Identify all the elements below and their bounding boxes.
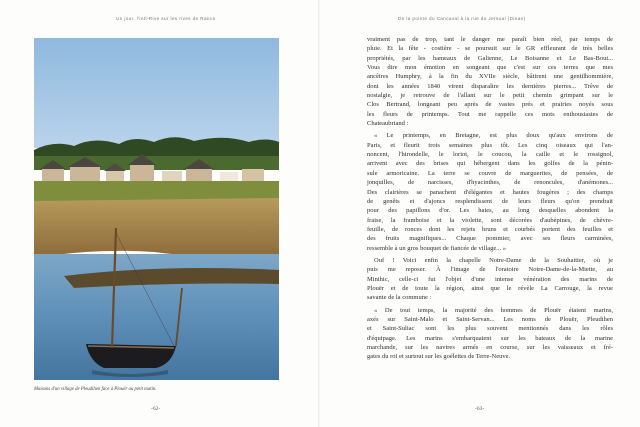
text-line: de genêts et d'ajoncs resplendissent de leurs fleurs qu'on prendrait [367,197,613,205]
text-line: et Saint-Suliac sont les plus souvent mentionnés dans les rôles [367,325,613,333]
text-line: axés sur Saint-Malo et Saint-Servan... Les noms de Plouër, Pleudihen [367,315,613,323]
text-line: Plouër et de toute la région, ainsi que le révèle La Carrouge, la revue [367,284,613,292]
sky [34,38,279,148]
right-running-head: De la pointe du Cancaval à la rue du Jersual (Dinan) [398,16,526,21]
photo-caption: Maisons d'un village de Pleudihen face à Plouër au petit matin. [34,387,157,392]
text-line: vraiment pas de trop, tant le danger me paraît bien réel, par temps de [367,36,613,43]
text-line: ancêtres Humphry, à la fin du XVIIe siècle, bâtirent une gentilhommière, [367,73,613,81]
text-line: « De tout temps, la majorité des hommes de Plouër étaient marins, [374,306,613,314]
text-line: Clos Bertrand, longeant peu après de vastes prés et prairies noyés sous [367,101,613,109]
right-page-body-text [367,35,613,362]
text-line: d'équipage. Les marins s'embarquaient sur les bateaux de la marine [367,334,613,342]
text-line: arrivent avec des brises qui hébergent dans les golfes de la pénin- [367,160,613,168]
text-line: ressemble à un gros bouquet de fiancée de village... » [367,244,506,252]
mud-bank [34,198,279,258]
text-line: des fruits magnifiques... Chaque pommier, avec ses fleurs carminées, [367,235,613,243]
landscape-photo [34,38,279,380]
text-line: les fleurs de printemps. Tout me rappelle ces mots enthousiastes de [367,110,613,118]
text-line: fraise, la framboise et la violette, sont décorées d'aubépines, de chèvre- [367,216,613,224]
left-running-head: Un jour, l'intl-Rive sur les rives de Rance [116,16,216,21]
text-line: pour des papillons d'or. Les haies, au long desquelles abondent la [367,207,613,215]
text-line: sule armoricaine. La terre se couvre de marguerites, de pensées, de [367,169,613,177]
text-line: Minihic, celle-ci fut l'objet d'une intense vénération des marins de [367,275,613,283]
text-line: Paris, et fleurit trois semaines plus tôt. Les cinq oiseaux qui l'an- [367,141,613,149]
text-line: savante de la commune : [367,294,432,302]
text-line: Chateaubriand : [367,120,409,128]
text-line: nostalgie, je retrouve de l'allant sur le petit chemin grimpant sur le [367,92,613,100]
text-line: pluie. Et la fête - costière - se poursuit sur le GR effleurant de très belles [367,45,613,53]
text-line: « Le printemps, en Bretagne, est plus doux qu'aux environs de [374,132,613,140]
right-page-number: -63- [475,406,485,412]
left-page-number: -62- [151,406,161,412]
text-line: noncent, l'hirondelle, le loriot, le coucou, la caille et le rossignol, [367,151,613,159]
text-line: puis me reposer. À l'image de l'oratoire Notre-Dame-de-la-Miette, au [367,266,613,274]
text-line: Ouf ! Voici enfin la chapelle Notre-Dame de la Souhaitier, où je [374,256,613,264]
text-line: feuille, de ronces dont les rejets bruns et courbés portent des feuilles et [367,225,613,233]
text-line: gates du roi et surtout sur les goélettes de Terre-Neuve. [367,353,511,361]
text-line: Vous dire mon émotion en songeant que c'est sur ces terres que mes [367,64,613,72]
text-line: dont les années 1840 virent disparaître les dernières pierres... Trêve de [367,82,613,90]
text-line: marchande, sur les navires armés en course, sur les vaisseaux et fré- [367,344,613,351]
text-line: Des clairières se panachent d'élégantes et hautes fougères ; des champs [367,188,613,196]
text-line: jonquilles, de narcisses, d'hyacinthes, de renoncules, d'anémones... [367,179,613,187]
text-line: propriétés, par les hameaux de Galienne, Le Boisanne et Le Bas-Bout... [367,54,613,62]
